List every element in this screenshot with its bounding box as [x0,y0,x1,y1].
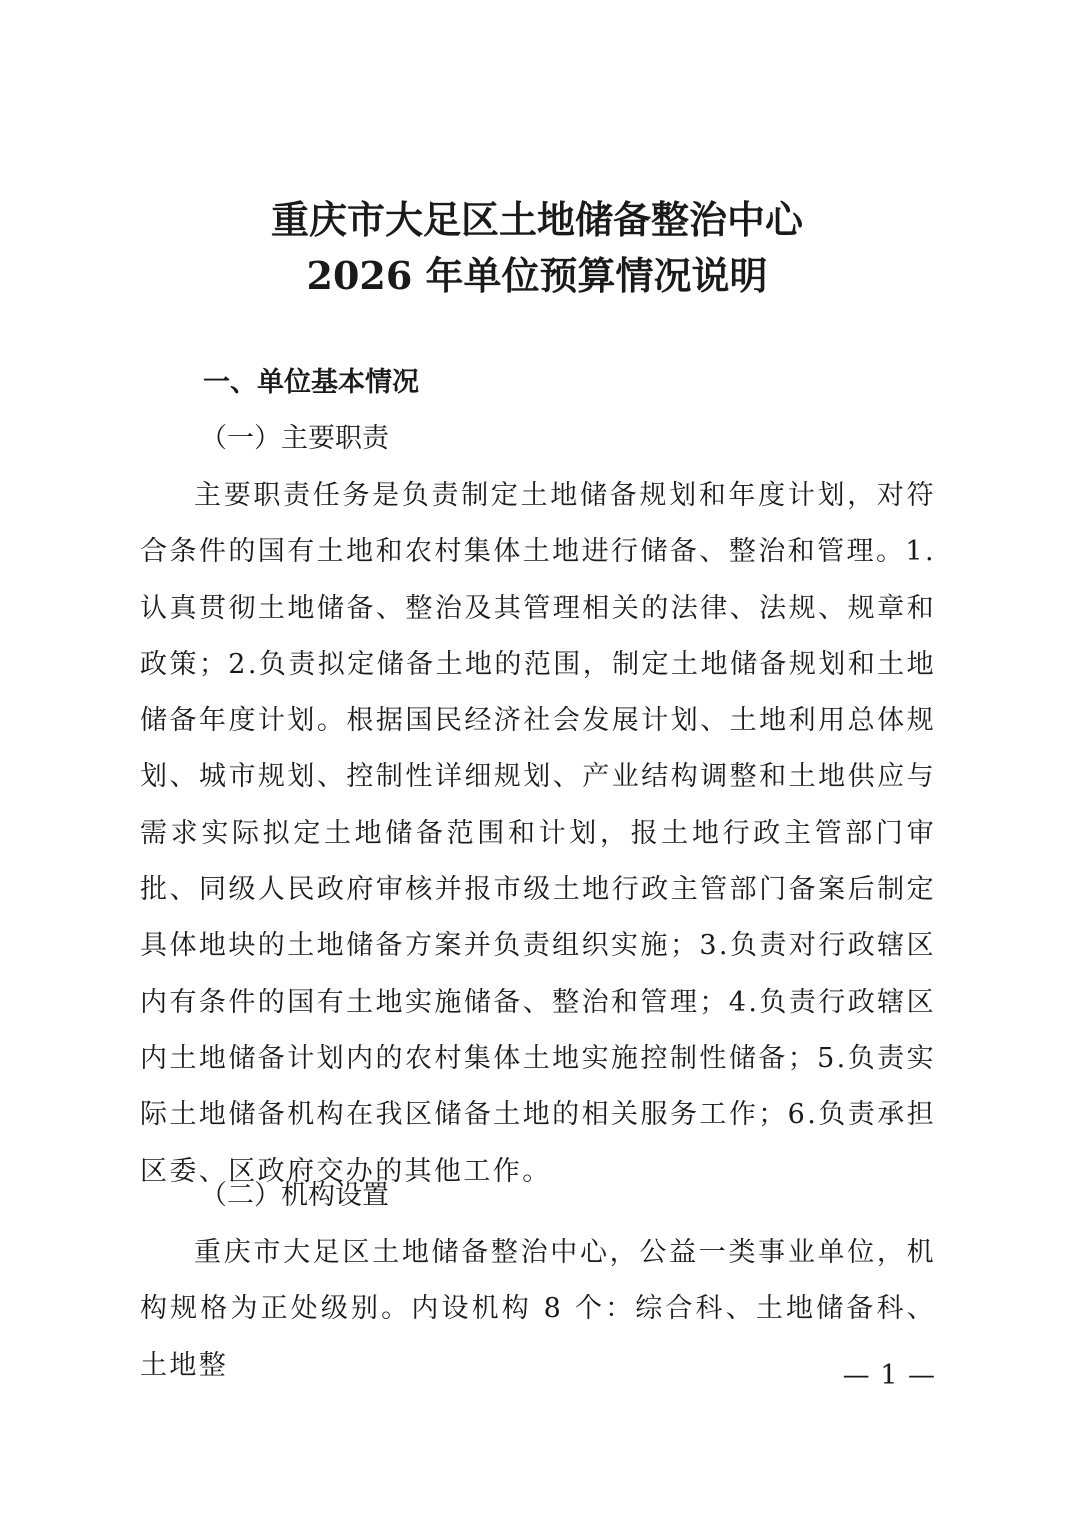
duties-paragraph: 主要职责任务是负责制定土地储备规划和年度计划，对符合条件的国有土地和农村集体土地进行储备、整治和管理。1.认真贯彻土地储备、整治及其管理相关的法律、法规、规章和政策；2.负责拟定储备土地的范围，制定土地储备规划和土地储备年度计划。根据国民经济社会发展计划、土地利用总体规划、城市规划、控制性详细规划、产业结构调整和土地供应与需求实际拟定土地储备范围和计划，报土地行政主管部门审批、同级人民政府审核并报市级土地行政主管部门备案后制定具体地块的土地储备方案并负责组织实施；3.负责对行政辖区内有条件的国有土地实施储备、整治和管理；4.负责行政辖区内土地储备计划内的农村集体土地实施控制性储备；5.负责实际土地储备机构在我区储备土地的相关服务工作；6.负责承担区委、区政府交办的其他工作。 [140,480,936,1187]
document-title-line2: 2026 年单位预算情况说明 [306,253,768,298]
subsection-heading-duties: （一）主要职责 [200,423,389,454]
document-title-line1: 重庆市大足区土地储备整治中心 [270,197,803,242]
subsection-heading-organization: （二）机构设置 [200,1180,389,1211]
section-heading-basic-info: 一、单位基本情况 [203,367,419,398]
organization-paragraph: 重庆市大足区土地储备整治中心，公益一类事业单位，机构规格为正处级别。内设机构 8 个：综合科、土地储备科、土地整 [140,1237,936,1381]
page-number: — 1 — [842,1360,936,1391]
